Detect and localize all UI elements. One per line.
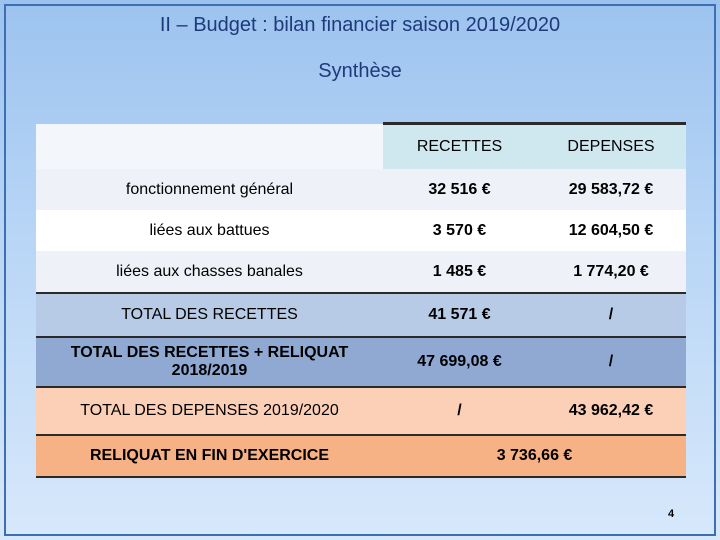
- total-depenses-row: [36, 387, 686, 435]
- row-recettes: 1 485 €: [383, 251, 536, 293]
- row-recettes: 3 570 €: [383, 210, 536, 251]
- row-label: RELIQUAT EN FIN D'EXERCICE: [36, 435, 383, 477]
- row-recettes: 41 571 €: [383, 293, 536, 337]
- slide-title: II – Budget : bilan financier saison 2019/2020: [159, 14, 561, 36]
- row-label: liées aux chasses banales: [36, 251, 383, 293]
- table-row: [36, 169, 686, 210]
- row-label: TOTAL DES DEPENSES 2019/2020: [36, 387, 383, 435]
- row-value: 3 736,66 €: [383, 435, 686, 477]
- header-recettes: RECETTES: [383, 124, 536, 170]
- table-header-row: [36, 124, 686, 170]
- row-label: TOTAL DES RECETTES + RELIQUAT 2018/2019: [36, 337, 383, 387]
- page-number: 4: [668, 508, 675, 520]
- row-depenses: /: [536, 293, 686, 337]
- row-depenses: 12 604,50 €: [536, 210, 686, 251]
- row-recettes: 32 516 €: [383, 169, 536, 210]
- row-depenses: /: [536, 337, 686, 387]
- header-depenses: DEPENSES: [536, 124, 686, 170]
- row-label: TOTAL DES RECETTES: [36, 293, 383, 337]
- header-blank-cell: [36, 124, 383, 170]
- total-recettes-row: [36, 293, 686, 337]
- row-depenses: 29 583,72 €: [536, 169, 686, 210]
- row-depenses: 1 774,20 €: [536, 251, 686, 293]
- row-label: liées aux battues: [36, 210, 383, 251]
- table-row: [36, 210, 686, 251]
- total-recettes-reliquat-row: [36, 337, 686, 387]
- row-recettes: 47 699,08 €: [383, 337, 536, 387]
- reliquat-fin-exercice-row: [36, 435, 686, 477]
- row-label: fonctionnement général: [36, 169, 383, 210]
- slide-subtitle: Synthèse: [318, 60, 402, 82]
- row-recettes: /: [383, 387, 536, 435]
- table-row: [36, 251, 686, 293]
- row-depenses: 43 962,42 €: [536, 387, 686, 435]
- budget-summary-table: [36, 122, 686, 478]
